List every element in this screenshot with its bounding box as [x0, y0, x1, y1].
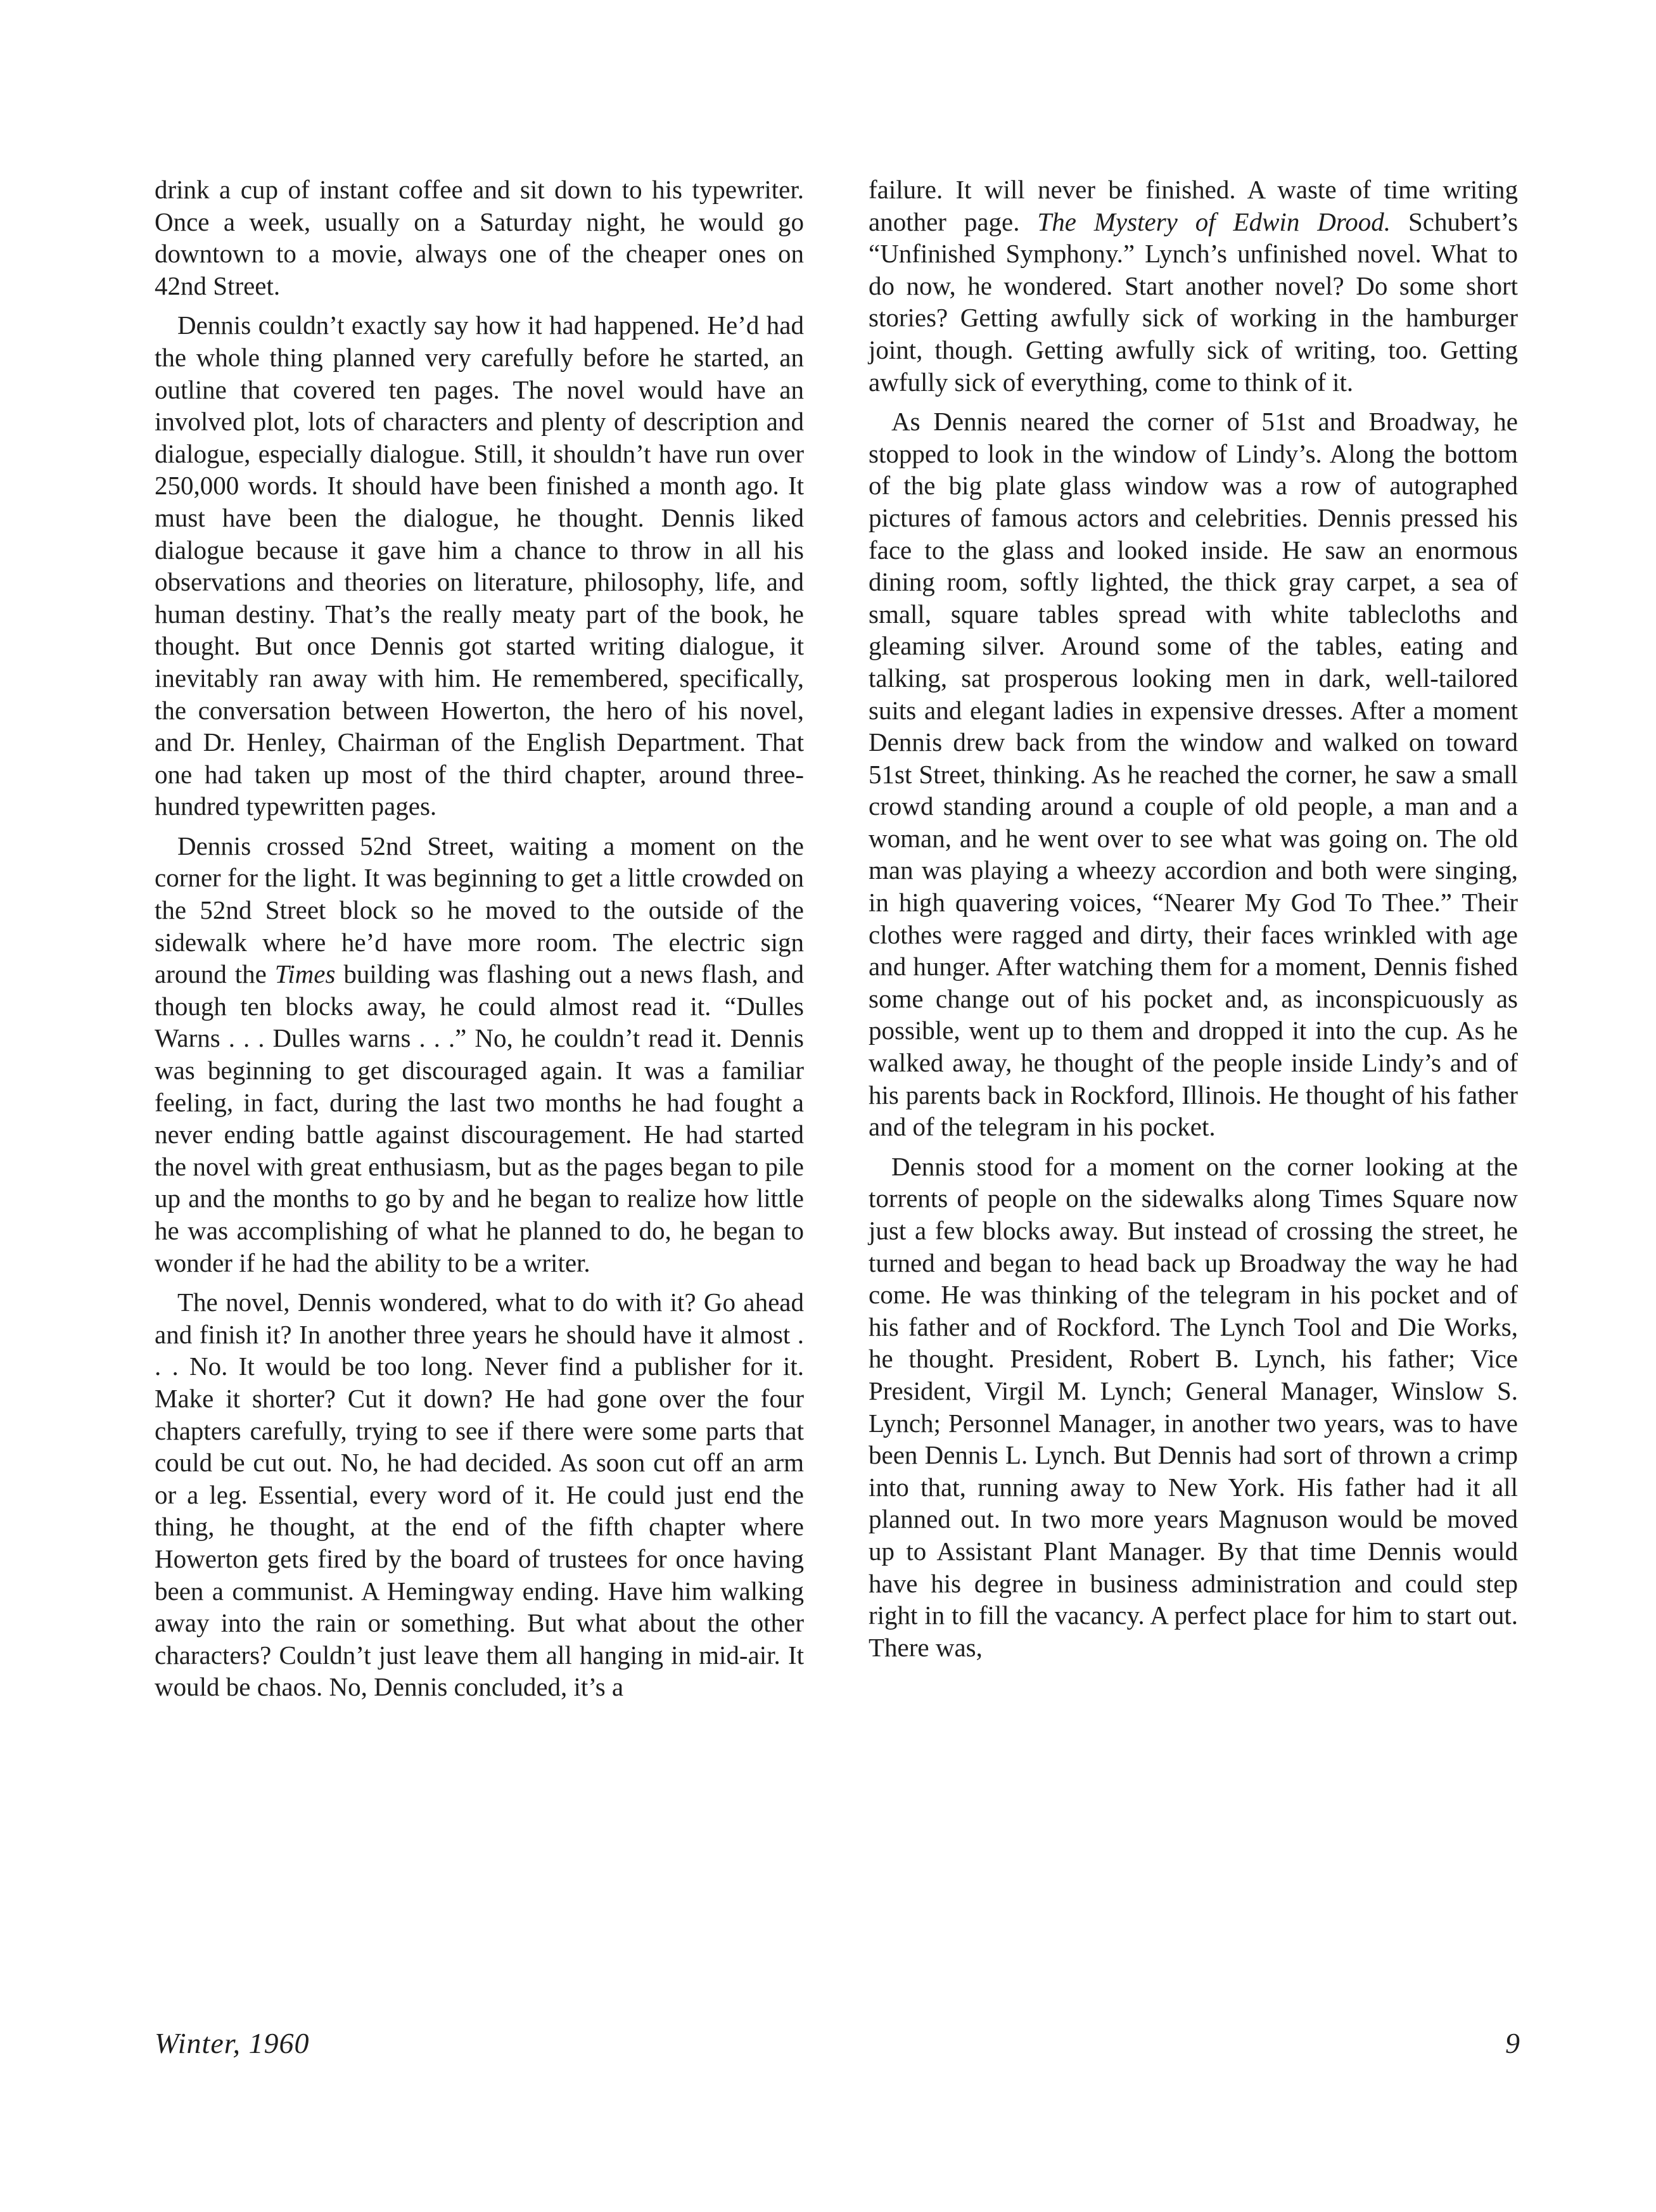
times-building-title: Times: [274, 959, 336, 989]
right-column: [869, 174, 1518, 1671]
page-number: 9: [1505, 2027, 1520, 2059]
paragraph-4: The novel, Dennis wondered, what to do with it? Go ahead and finish it? In another three years he should have it almost . . . No. It would be too long. Never find a publisher for it. Make it shorter? Cut it down? He had gone over the four chapters carefully, trying to see if there were some parts that could be cut out. No, he had decided. As soon cut off an arm or a leg. Essential, every word of it. He could just end the thing, he thought, at the end of the fifth chapter where Howerton gets fired by the board of trustees for once having been a communist. A Hemingway ending. Have him walking away into the rain or something. But what about the other characters? Couldn’t just leave them all hanging in mid-air. It would be chaos. No, Dennis concluded, it’s a: [155, 1288, 804, 1702]
paragraph-5: [869, 174, 1518, 398]
paragraph-3-text-a: Dennis crossed 52nd Street, waiting a moment on the corner for the light. It was beginning to get a little crowded on the 52nd Street block so he moved to the outside of the sidewalk where he’d have more room. The electric sign around the: [155, 831, 804, 989]
paragraph-2: Dennis couldn’t exactly say how it had happened. He’d had the whole thing planned very carefully before he started, an outline that covered ten pages. The novel would have an involved plot, lots of characters and plenty of description and dialogue, especially dialogue. Still, it shouldn’t have run over 250,000 words. It should have been finished a month ago. It must have been the dialogue, he thought. Dennis liked dialogue because it gave him a chance to throw in all his observations and theories on literature, philosophy, life, and human destiny. That’s the really meaty part of the book, he thought. But once Dennis got started writing dialogue, it inevitably ran away with him. He remembered, specifically, the conversation between Howerton, the hero of his novel, and Dr. Henley, Chairman of the English Department. That one had taken up most of the third chapter, around three-hundred typewritten pages.: [155, 310, 804, 821]
paragraph-3-text-b: building was flashing out a news flash, and though ten blocks away, he could almost read it. “Dulles Warns . . . Dulles warns . . .” No, he couldn’t read it. Dennis was beginning to get discouraged again. It was a familiar feeling, in fact, during the last two months he had fought a never ending battle against discouragement. He had started the novel with great enthusiasm, but as the pages began to pile up and the months to go by and he began to realize how little he was accomplishing of what he planned to do, he began to wonder if he had the ability to be a writer.: [155, 959, 805, 1277]
left-column: [155, 174, 804, 1711]
paragraph-6: As Dennis neared the corner of 51st and Broadway, he stopped to look in the window of Lindy’s. Along the bottom of the big plate glass window was a row of autographed pictures of famous actors and celebrities. Dennis pressed his face to the glass and looked inside. He saw an enormous dining room, softly lighted, the thick gray carpet, a sea of small, square tables spread with white tablecloths and gleaming silver. Around some of the tables, eating and talking, sat prosperous looking men in dark, well-tailored suits and elegant ladies in expensive dresses. After a moment Dennis drew back from the window and walked on toward 51st Street, thinking. As he reached the corner, he saw a small crowd standing around a couple of old people, a man and a woman, and he went over to see what was going on. The old man was playing a wheezy accordion and both were singing, in high quavering voices, “Nearer My God To Thee.” Their clothes were ragged and dirty, their faces wrinkled with age and hunger. After watching them for a moment, Dennis fished some change out of his pocket and, as inconspicuously as possible, went up to them and dropped it into the cup. As he walked away, he thought of the people inside Lindy’s and of his parents back in Rockford, Illinois. He thought of his father and of the telegram in his pocket.: [869, 407, 1518, 1142]
paragraph-5-text-a: failure. It will never be finished. A waste of time writing another page.: [869, 175, 1518, 236]
paragraph-5-text-b: Schubert’s “Unfinished Symphony.” Lynch’s unfinished novel. What to do now, he wondered. Start another novel? Do some short stories? Getting awfully sick of working in the hamburger joint, though. Getting awfully sick of writing, too. Getting awfully sick of everything, come to think of it.: [869, 207, 1519, 397]
paragraph-3: [155, 830, 804, 1279]
footer-issue-date: Winter, 1960: [155, 2027, 310, 2059]
edwin-drood-title: The Mystery of Edwin Drood.: [1037, 207, 1391, 236]
paragraph-7: Dennis stood for a moment on the corner looking at the torrents of people on the sidewalks along Times Square now just a few blocks away. But instead of crossing the street, he turned and began to head back up Broadway the way he had come. He was thinking of the telegram in his pocket and of his father and of Rockford. The Lynch Tool and Die Works, he thought. President, Robert B. Lynch, his father; Vice President, Virgil M. Lynch; General Manager, Winslow S. Lynch; Personnel Manager, in another two years, was to have been Dennis L. Lynch. But Dennis had sort of thrown a crimp into that, running away to New York. His father had it all planned out. In two more years Magnuson would be moved up to Assistant Plant Manager. By that time Dennis would have his degree in business administration and could step right in to fill the vacancy. A perfect place for him to start out. There was,: [869, 1151, 1518, 1662]
paragraph-1: drink a cup of instant coffee and sit down to his typewriter. Once a week, usually on a Saturday night, he would go downtown to a movie, always one of the cheaper ones on 42nd Street.: [155, 175, 804, 300]
